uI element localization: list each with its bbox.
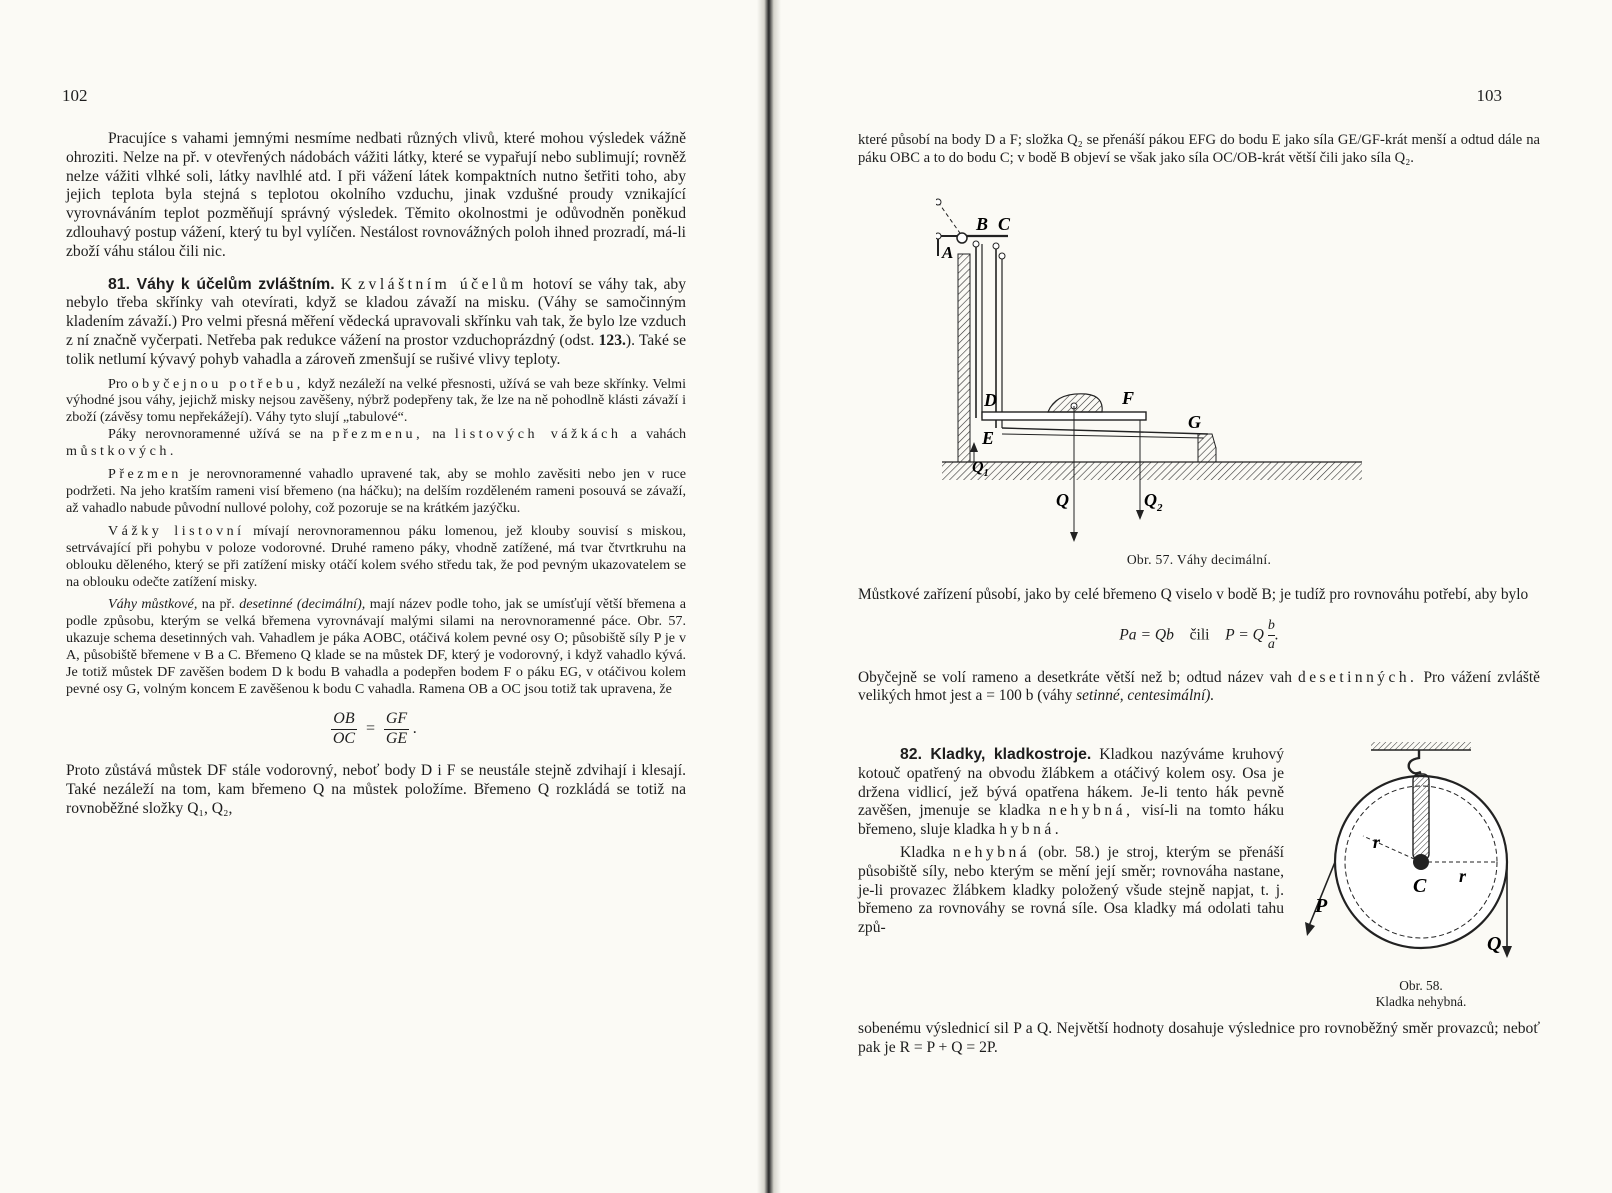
fraction-numerator: OB — [331, 710, 357, 730]
caption-line: Kladka nehybná. — [1375, 994, 1467, 1009]
equilibrium-formula — [858, 617, 1540, 655]
section-82-heading: 82. Kladky, kladkostroje. — [900, 746, 1092, 763]
right-top-text — [858, 132, 1540, 167]
italic-text: setinné, centesimální). — [1076, 687, 1215, 705]
label-G: G — [1188, 412, 1201, 432]
label-Q: Q — [1056, 490, 1069, 510]
italic-text: Váhy můstkové, — [108, 596, 198, 613]
text: K — [340, 275, 352, 293]
bridge-DF — [982, 412, 1146, 420]
pivot-O — [957, 233, 967, 243]
formula-part: čili — [1189, 626, 1210, 644]
ground-hatch — [942, 462, 1362, 480]
label-E: E — [982, 428, 995, 448]
label-A: A — [942, 243, 954, 262]
spaced-text: přezmenu, — [332, 426, 424, 443]
paragraph-force-transfer: které působí na body D a F; složka Q₂ se přenáší pákou EFG do bodu E jako síla GE/GF-krát menší a odtud dále na páku OBC a to do bodu C; v bodě B objeví se však jako síla OC/OB-krát větší čili jako síla Q₂. — [858, 132, 1540, 166]
spaced-text: nehybná, — [1048, 802, 1134, 820]
text: Pro vážení zvláště velikých hmot jest a = 100 b (váhy — [858, 668, 1540, 705]
text: ). Také se tolik netlumí kývavý pohyb vahadla a zároveň zmenšují se rušivé vlivy teploty. — [66, 331, 686, 368]
paragraph-influences: Pracujíce s vahami jemnými nesmíme nedbati různých vlivů, které mohou výsledek vážně ohroziti. Nelze na př. v otevřených nádobách vážiti látky, které se vypařují nebo sublimují; rovněž nelze vážiti vlhké soli, látky navlhlé atd. I při vážení látek kompaktních nutno šetřiti toho, aby jejich teplota byla stejná s teplotou okolního vzduchu, jinak vzdušné proudy vznikající vyrovnáváním teplot pozměňují správný výsledek. Těmito okolnostmi je odůvodněn poněkud zdlouhavý postup vážení, který tu byl vylíčen. Nestálost rovnovážných poloh ihned prozradí, má-li zboží váhu stálou čili nic. — [66, 130, 686, 260]
section-82 — [858, 746, 1284, 938]
lever-EG — [1002, 428, 1208, 434]
spaced-text: Přezmen — [108, 466, 182, 483]
paragraph-levers — [66, 426, 686, 460]
spaced-text: Vážky listovní — [108, 522, 245, 539]
period: . — [1274, 626, 1279, 644]
page-number-left: 102 — [62, 86, 88, 105]
text: na — [432, 426, 446, 443]
text: Kladka — [900, 843, 946, 861]
italic-text: desetinné (decimální), — [239, 596, 366, 613]
text: Páky nerovnoramenné užívá se na — [108, 426, 324, 443]
figure-57-decimal-scale — [936, 196, 1396, 546]
spaced-text: nehybná — [952, 843, 1031, 861]
figure-57-caption: Obr. 57. Váhy decimální. — [1126, 552, 1272, 567]
text: hotoví se váhy tak, aby nebylo třeba skřínky vah otevírati, když se kladou závaží na misku. (Váhy se samočinným kladením závaží.) Pro velmi přesná měření vědecká upravovali skřínku vah tak, že bylo lze vzduch z ní značně vyčerpati. Netřeba pak redukce vážení na prostor vzduchoprázdný (odst. — [66, 275, 686, 349]
label-C: C — [998, 214, 1011, 234]
caption-line: Obr. 58. — [1399, 978, 1443, 993]
figure-58-caption — [1301, 978, 1541, 1010]
spaced-text: obyčejnou potřebu, — [131, 375, 304, 392]
ceiling-hatch — [1371, 742, 1471, 750]
spaced-text: hybná. — [999, 821, 1063, 839]
label-r: r — [1373, 832, 1381, 852]
label-Q1: $Q_1$ — [972, 459, 989, 479]
spaced-text: desetinných. — [1298, 668, 1418, 686]
left-text-column — [66, 130, 686, 819]
label-Q: Q — [1487, 933, 1502, 955]
page-number-right: 103 — [1476, 86, 1502, 105]
formula-part: Pa = Qb — [1119, 626, 1174, 644]
label-r: r — [1459, 866, 1467, 886]
spaced-text: můstkových. — [66, 443, 177, 460]
right-middle-text — [858, 586, 1540, 706]
fraction-numerator: GF — [384, 710, 409, 730]
text: visí-li na tomto háku břemeno, sluje kladka — [858, 802, 1284, 839]
paragraph-bridge-scales — [66, 596, 686, 697]
label-F: F — [1122, 388, 1135, 408]
label-Q2: $Q_2$ — [1144, 490, 1163, 514]
period: . — [413, 719, 418, 737]
left-page — [0, 0, 770, 1193]
label-C: C — [1413, 875, 1427, 897]
paragraph-resultant: sobenému výslednicí sil P a Q. Největší hodnoty dosahuje výslednice pro rovnoběžný směr provazců; neboť pak je R = P + Q = 2P. — [858, 1020, 1540, 1056]
text: mívají nerovnoramennou páku lomenou, jež klouby souvisí s miskou, setrvávající při pohybu v poloze vodorovné. Druhé rameno páky, vhodně zatížené, má tvar čtvrtkruhu na oblouku děleného, který se při zatížení misky otáčí kolem svého středu tak, že pod pevným ukazovatelem se na oblouku odečte zatížení misky. — [66, 522, 686, 590]
paragraph-steelyard — [66, 466, 686, 517]
formula-part: P = Q — [1225, 626, 1264, 644]
fraction-denominator: OC — [332, 729, 356, 747]
figure-58-fixed-pulley — [1301, 736, 1541, 974]
spaced-text: listových vážkách — [454, 426, 622, 443]
fraction-numerator: b — [1268, 617, 1275, 637]
section-81-heading: 81. Váhy k účelům zvláštním. — [108, 275, 335, 293]
label-B: B — [976, 214, 989, 234]
paragraph-equilibrium: Můstkové zařízení působí, jako by celé břemeno Q viselo v bodě B; je tudíž pro rovnováhu potřebí, aby bylo — [858, 586, 1529, 603]
paragraph-fixed-pulley — [858, 844, 1284, 938]
paragraph-bridge-horizontal: Proto zůstává můstek DF stále vodorovný, neboť body D i F se neustále stejně zdvihají i klesají. Také nezáleží na tom, kam břemeno Q na můstek položíme. Břemeno Q rozkládá se totiž na rovnoběžné složky Q₁, Q₂, — [66, 762, 686, 818]
fork-bracket — [1413, 774, 1429, 860]
paragraph-pulley-definition — [858, 746, 1284, 840]
text: na př. — [201, 596, 235, 613]
text: Obyčejně se volí rameno a desetkráte větší než b; odtud název vah — [858, 668, 1292, 686]
fraction-denominator: GE — [385, 729, 408, 747]
label-P: P — [1315, 895, 1328, 917]
paragraph-ordinary-use — [66, 376, 686, 427]
label-D: D — [984, 390, 997, 410]
right-page — [776, 0, 1612, 1193]
text: Pro — [108, 375, 128, 392]
paragraph-decimal-name — [858, 669, 1540, 706]
hook-icon — [1409, 750, 1421, 773]
section-reference: 123. — [598, 331, 626, 349]
text: mají název podle toho, jak se umísťují větší břemena a podle způsobu, kterým se velká břemena vyrovnávají malými silami na nerovnoramenné páce. Obr. 57. ukazuje schema desetinných vah. Vahadlem je páka AOBC, otáčivá kolem pevné osy O; působiště síly P je v A, působiště břemene v B a C. Břemeno Q klade se na můstek DF, který je vodorovný, i když vahadlo kývá. Je totiž můstek DF zavěšen bodem D k bodu B vahadla a podepřen bodem F o páku EG, v otáčivou kolem pevné osy G, volným koncem E zavěšenou k bodu C vahadla. Ramena OB a OC jsou totiž tak upravena, že — [66, 596, 686, 697]
text: Kladkou nazýváme kruhový kotouč opatřený na obvodu žlábkem a otáčivý kolem osy. Osa je držena vidlicí, jež bývá opatřena hákem. Je-li tento hák pevně zavěšen, jmenuje se kladka — [858, 746, 1284, 820]
text: (obr. 58.) je stroj, kterým se přenáší působiště síly, nebo kterým se mění její směr; rovnováha nastane, je-li provazec žlábkem kladky položený všude stejně napjat, t. j. břemeno za rovnováhy se rovná síle. Osa kladky má odolati tahu způ- — [858, 843, 1284, 937]
support-pillar — [958, 254, 970, 462]
equals-sign: = — [365, 719, 376, 737]
section-82-continued — [858, 1020, 1540, 1058]
section-81 — [66, 276, 686, 370]
ratio-formula — [66, 710, 686, 749]
spaced-text: zvláštním účelům — [358, 275, 527, 293]
paragraph-letter-scales — [66, 523, 686, 591]
text: když nezáleží na velké přesnosti, užívá se vah beze skřínky. Velmi výhodné jsou váhy, jejichž misky nejsou zavěšeny, nýbrž podepřeny tak, že lze na ně pohodlně klásti závaží i zboží (závěsy tomu nepřekážejí). Váhy tyto slují „tabulové“. — [66, 375, 686, 426]
text: je nerovnoramenné vahadlo upravené tak, aby se mohlo zavěsiti nebo jen v ruce podržeti. Na jeho kratším rameni visí břemeno (na háčku); na delším rozděleném rameni posouvá se závaží, až vahadlo nabude původní nullové polohy, což pozoruje se na krátkém jazýčku. — [66, 466, 686, 516]
text: a vahách — [630, 426, 686, 443]
fraction-denominator: a — [1267, 637, 1275, 653]
